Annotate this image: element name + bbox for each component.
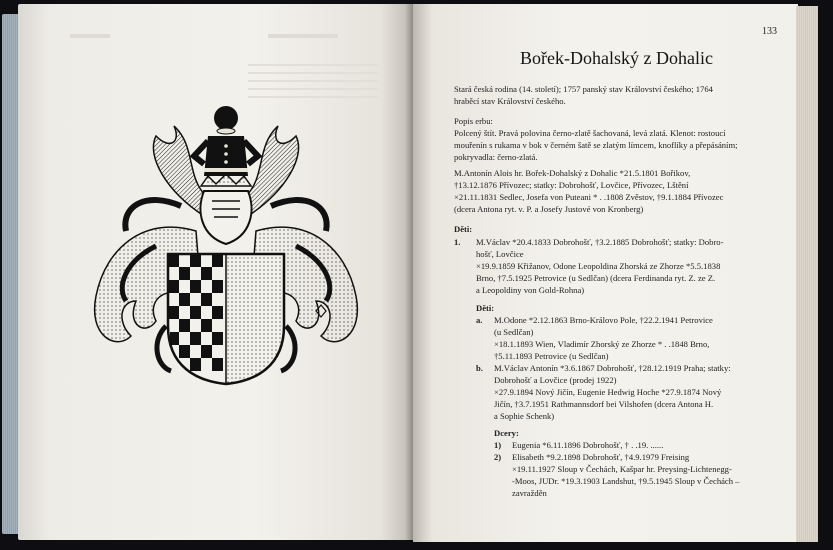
coat-of-arms-illustration: [86, 96, 366, 396]
daughter-marker: 2): [494, 452, 502, 462]
grandchild-line: Dobrohošť a Lovčice (prodej 1922): [494, 375, 617, 385]
daughter-marker: 1): [494, 440, 502, 450]
child-line: M.Václav *20.4.1833 Dobrohošť, †3.2.1885 Dobrohošť; statky: Dobro-: [476, 237, 724, 247]
daughter-line: ×19.11.1927 Sloup v Čechách, Kašpar hr. Preysing-Lichtenegg-: [512, 464, 732, 474]
founder-line: (dcera Antona ryt. v. P. a Josefy Justové von Kronberg): [454, 204, 644, 214]
grandchild-marker: b.: [476, 363, 483, 373]
intro-line: hraběcí stav Království českého.: [454, 96, 566, 106]
daughters-heading: Dcery:: [494, 428, 519, 438]
daughter-line: -Moos, JUDr. *19.3.1903 Landshut, †9.5.1945 Sloup v Čechách –: [512, 476, 740, 486]
founder-line: M.Antonín Alois hr. Bořek-Dohalský z Dohalic *21.5.1801 Bořikov,: [454, 168, 691, 178]
arms-line: Polcený štít. Pravá polovina černo-zlatě šachovaná, levá zlatá. Klenot: rostoucí: [454, 128, 726, 138]
child-line: Brno, †7.5.1925 Petrovice (u Sedlčan) (dcera Ferdinanda ryt. Z. ze Z.: [476, 273, 716, 283]
ghost-text: [70, 34, 110, 38]
child-marker: 1.: [454, 237, 461, 247]
daughter-line: Elisabeth *9.2.1898 Dobrohošť, †4.9.1979 Freising: [512, 452, 690, 462]
daughter-line: Eugenia *6.11.1896 Dobrohošť, † . .19. ......: [512, 440, 664, 450]
grandchild-line: (u Sedlčan): [494, 327, 534, 337]
daughter-line: zavražděn: [512, 488, 547, 498]
arms-heading: Popis erbu:: [454, 116, 493, 126]
child-line: a Leopoldiny von Gold-Rohna): [476, 285, 585, 295]
grandchildren-heading: Děti:: [476, 303, 495, 313]
grandchild-line: Jičín, †3.7.1951 Rathmannsdorf bei Vilshofen (dcera Antona H.: [494, 399, 714, 409]
child-line: hošť, Lovčice: [476, 249, 524, 259]
page-title: Bořek-Dohalský z Dohalic: [520, 48, 713, 68]
founder-line: ×21.11.1831 Sedlec, Josefa von Puteani * . .1808 Zvěstov, †9.1.1884 Přívozec: [454, 192, 724, 202]
right-page-edges: [796, 6, 818, 542]
intro-line: Stará česká rodina (14. století); 1757 panský stav Království českého; 1764: [454, 84, 713, 94]
child-line: ×19.9.1859 Křižanov, Odone Leopoldina Zhorská ze Zhorze *5.5.1838: [476, 261, 721, 271]
grandchild-line: †5.11.1893 Petrovice (u Sedlčan): [494, 351, 609, 361]
children-heading: Děti:: [454, 224, 473, 234]
grandchild-line: a Sophie Schenk): [494, 411, 555, 421]
page-number: 133: [762, 26, 777, 37]
grandchild-line: ×18.1.1893 Wien, Vladimír Zhorský ze Zhorze * . .1848 Brno,: [494, 339, 710, 349]
grandchild-line: M.Václav Antonín *3.6.1867 Dobrohošť, †28.12.1919 Praha; statky:: [494, 363, 731, 373]
grandchild-marker: a.: [476, 315, 483, 325]
founder-line: †13.12.1876 Přívozec; statky: Dobrohošť, Lovčice, Přívozec, Lštění: [454, 180, 689, 190]
arms-line: mouřenín s rukama v bok v černém šatě se zlatým límcem, knoflíky a přepásáním;: [454, 140, 738, 150]
grandchild-line: M.Odone *2.12.1863 Brno-Královo Pole, †22.2.1941 Petrovice: [494, 315, 713, 325]
ghost-text: [268, 34, 338, 38]
arms-line: pokryvadla: černo-zlatá.: [454, 152, 538, 162]
grandchild-line: ×27.9.1894 Nový Jičín, Eugenie Hedwig Hoche *27.9.1874 Nový: [494, 387, 722, 397]
